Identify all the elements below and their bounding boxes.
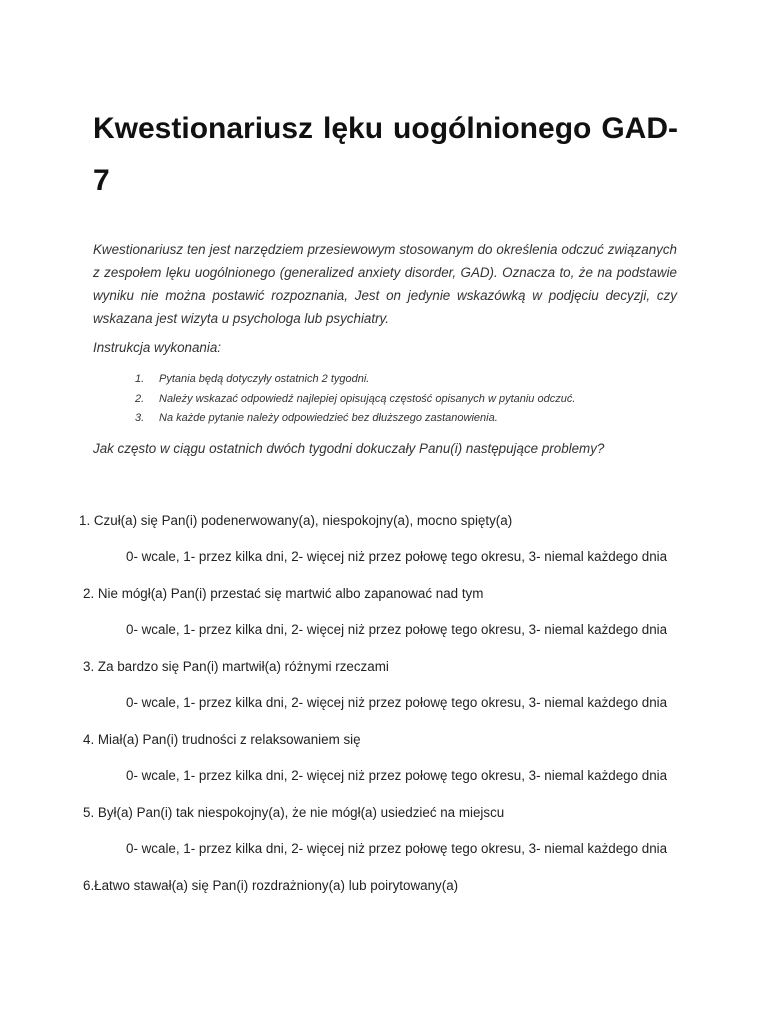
title-line-2: 7: [93, 164, 110, 197]
instruction-item: 2. Należy wskazać odpowiedź najlepiej opisującą częstość opisanych w pytaniu odczuć.: [135, 392, 576, 405]
intro-paragraph: Kwestionariusz ten jest narzędziem przesiewowym stosowanym do określenia odczuć związanych z zespołem lęku uogólnionego (generalized anxiety disorder, GAD). Oznacza to, że na podstawie wyniku nie można postawić rozpoznania, Jest on jedynie wskazówką w podjęciu decyzji, czy wskazana jest wizyta u psychologa lub psychiatry.: [93, 242, 677, 326]
question-6: 6.Łatwo stawał(a) się Pan(i) rozdrażniony(a) lub poirytowany(a): [83, 878, 459, 893]
question-3: 3. Za bardzo się Pan(i) martwił(a) różnymi rzeczami: [83, 659, 389, 674]
question-2: 2. Nie mógł(a) Pan(i) przestać się martwić albo zapanować nad tym: [83, 586, 484, 601]
question-4-options: 0- wcale, 1- przez kilka dni, 2- więcej niż przez połowę tego okresu, 3- niemal każdego dnia: [126, 768, 668, 783]
question-1: 1. Czuł(a) się Pan(i) podenerwowany(a), niespokojny(a), mocno spięty(a): [79, 513, 513, 528]
title-line-1: Kwestionariusz lęku uogólnionego GAD-: [93, 112, 678, 145]
question-1-options: 0- wcale, 1- przez kilka dni, 2- więcej niż przez połowę tego okresu, 3- niemal każdego dnia: [126, 549, 668, 564]
instruction-item: 1. Pytania będą dotyczyły ostatnich 2 tygodni.: [135, 373, 370, 385]
instructions-list: [135, 370, 695, 429]
question-2-options: 0- wcale, 1- przez kilka dni, 2- więcej niż przez połowę tego okresu, 3- niemal każdego dnia: [126, 622, 668, 637]
question-4: 4. Miał(a) Pan(i) trudności z relaksowaniem się: [83, 732, 361, 747]
question-5: 5. Był(a) Pan(i) tak niespokojny(a), że nie mógł(a) usiedzieć na miejscu: [83, 805, 505, 820]
questions-prompt: Jak często w ciągu ostatnich dwóch tygodni dokuczały Panu(i) następujące problemy?: [93, 441, 605, 456]
page-title: [93, 103, 678, 207]
question-5-options: 0- wcale, 1- przez kilka dni, 2- więcej niż przez połowę tego okresu, 3- niemal każdego dnia: [126, 841, 668, 856]
instructions-heading: Instrukcja wykonania:: [93, 340, 222, 355]
question-3-options: 0- wcale, 1- przez kilka dni, 2- więcej niż przez połowę tego okresu, 3- niemal każdego dnia: [126, 695, 668, 710]
instruction-item: 3. Na każde pytanie należy odpowiedzieć bez dłuższego zastanowienia.: [135, 412, 498, 424]
